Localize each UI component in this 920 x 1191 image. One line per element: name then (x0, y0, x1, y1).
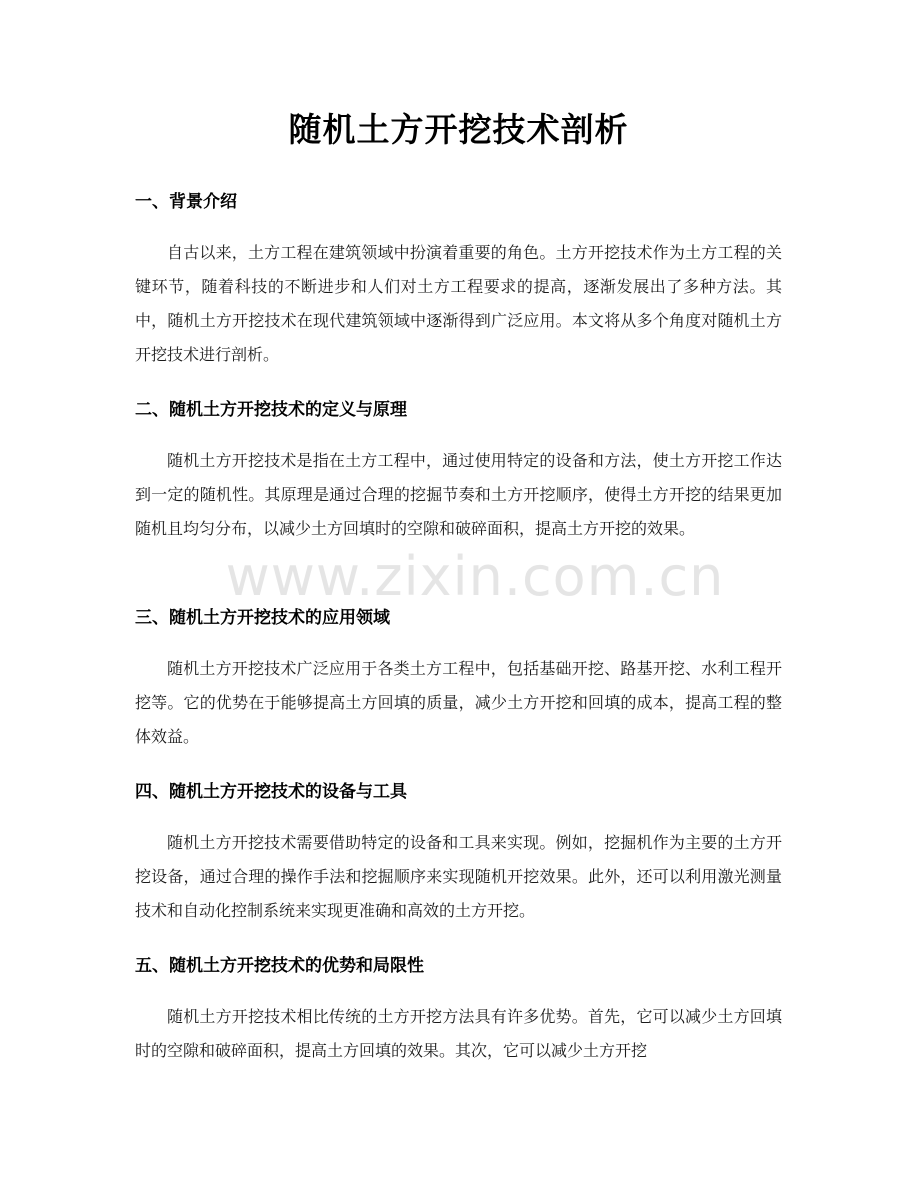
section-heading: 五、随机土方开挖技术的优势和局限性 (135, 956, 424, 976)
section-background (135, 190, 782, 372)
section-heading: 三、随机土方开挖技术的应用领域 (135, 608, 390, 628)
section-equipment (135, 780, 782, 928)
watermark: www.zixin.com.cn (225, 545, 725, 608)
page-title: 随机土方开挖技术剖析 (288, 110, 629, 149)
section-heading: 四、随机土方开挖技术的设备与工具 (135, 782, 407, 802)
section-heading: 二、随机土方开挖技术的定义与原理 (135, 400, 407, 420)
section-paragraph: 随机土方开挖技术需要借助特定的设备和工具来实现。例如，挖掘机作为主要的土方开挖设备，通过合理的操作手法和挖掘顺序来实现随机开挖效果。此外，还可以利用激光测量技术和自动化控制系统来实现更准确和高效的土方开挖。 (135, 833, 782, 920)
section-definition (135, 398, 782, 546)
section-advantages (135, 954, 782, 1068)
section-heading: 一、背景介绍 (135, 192, 237, 212)
section-paragraph: 随机土方开挖技术是指在土方工程中，通过使用特定的设备和方法，使土方开挖工作达到一定的随机性。其原理是通过合理的挖掘节奏和土方开挖顺序，使得土方开挖的结果更加随机且均匀分布，以减少土方回填时的空隙和破碎面积，提高土方开挖的效果。 (135, 451, 782, 538)
section-paragraph: 随机土方开挖技术广泛应用于各类土方工程中，包括基础开挖、路基开挖、水利工程开挖等。它的优势在于能够提高土方回填的质量，减少土方开挖和回填的成本，提高工程的整体效益。 (135, 659, 782, 746)
section-applications (135, 606, 782, 754)
section-paragraph: 随机土方开挖技术相比传统的土方开挖方法具有许多优势。首先，它可以减少土方回填时的空隙和破碎面积，提高土方回填的效果。其次，它可以减少土方开挖 (135, 1007, 782, 1060)
section-paragraph: 自古以来，土方工程在建筑领域中扮演着重要的角色。土方开挖技术作为土方工程的关键环节，随着科技的不断进步和人们对土方工程要求的提高，逐渐发展出了多种方法。其中，随机土方开挖技术在现代建筑领域中逐渐得到广泛应用。本文将从多个角度对随机土方开挖技术进行剖析。 (135, 243, 782, 364)
